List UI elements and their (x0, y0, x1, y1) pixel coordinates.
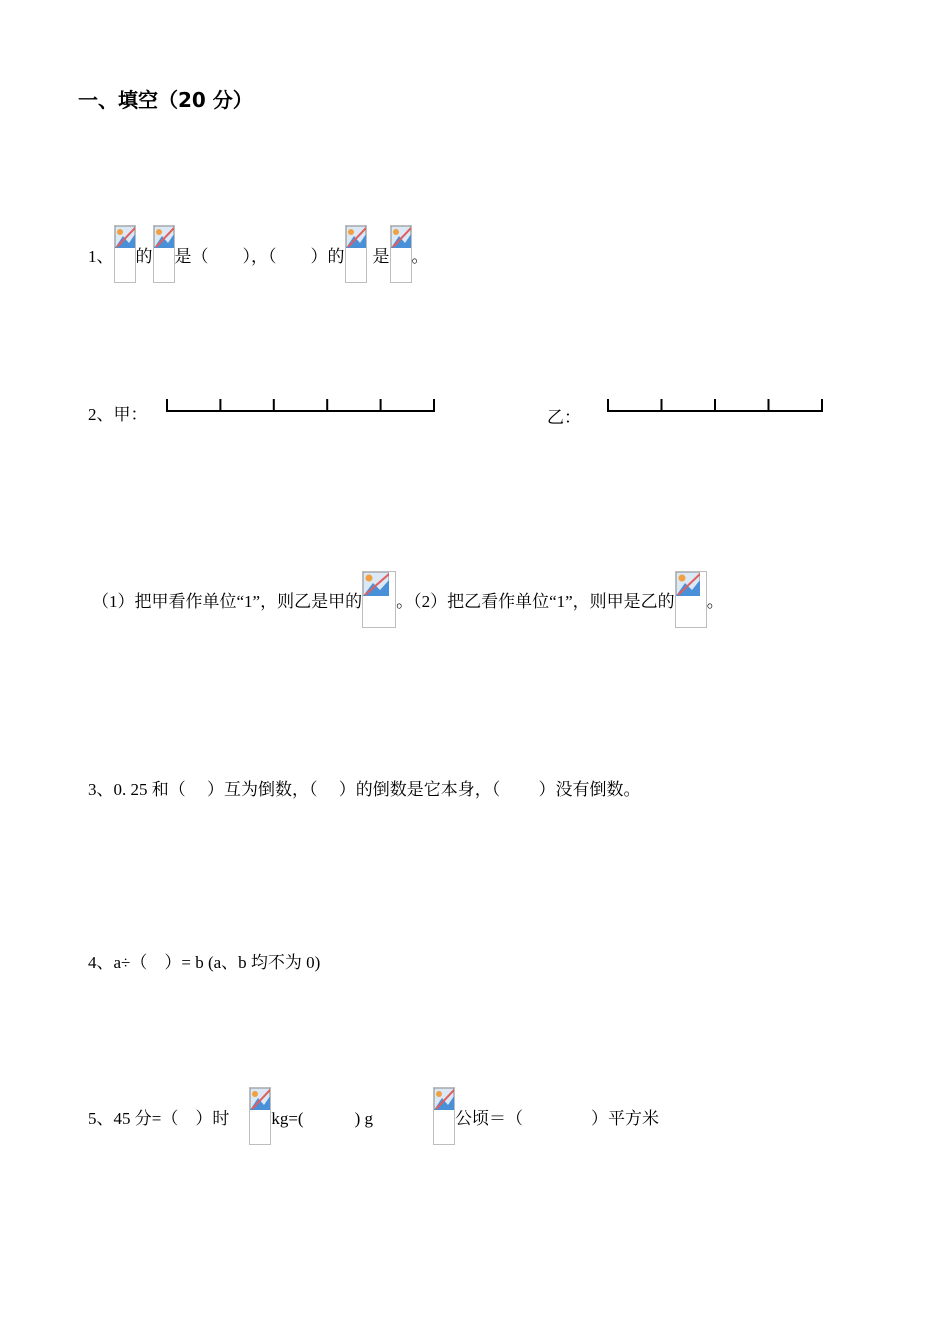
broken-image-icon (434, 1088, 454, 1110)
question-3: 3、0. 25 和（ ）互为倒数，（ ）的倒数是它本身，（ ）没有倒数。 (88, 780, 641, 799)
broken-image-icon (346, 226, 366, 248)
q1-number: 1、 (88, 246, 114, 266)
fraction-image-placeholder (345, 225, 367, 283)
section-title: 一、填空（20 分） (78, 88, 253, 112)
q2-sub-part2: 。（2）把乙看作单位“1”，则甲是乙的 (396, 591, 675, 611)
fraction-image-placeholder (433, 1087, 455, 1145)
broken-image-icon (154, 226, 174, 248)
question-2-subparts (92, 570, 724, 628)
fraction-image-placeholder (390, 225, 412, 283)
fraction-image-placeholder (153, 225, 175, 283)
q1-text-1: 的 (135, 246, 153, 266)
q5-part1: 5、45 分=（ ）时 (88, 1108, 230, 1128)
fraction-image-placeholder (362, 571, 396, 628)
segment-ruler-yi (600, 393, 830, 417)
q2-label-jia: 2、甲： (88, 405, 148, 424)
broken-image-icon (391, 226, 411, 248)
fraction-image-placeholder (114, 225, 136, 283)
question-5 (88, 1086, 659, 1146)
q2-label-yi: 乙： (547, 408, 581, 427)
q5-part2: kg=( ) g (271, 1108, 374, 1128)
fraction-image-placeholder (675, 571, 707, 628)
q1-text-3: 是 (372, 246, 390, 266)
fraction-image-placeholder (249, 1087, 271, 1145)
q5-part3: 公顷＝（ ）平方米 (455, 1108, 660, 1128)
broken-image-icon (676, 572, 700, 596)
q1-text-4: 。 (411, 246, 429, 266)
question-4: 4、a÷（ ）= b (a、b 均不为 0) (88, 953, 321, 972)
q2-sub-part1: （1）把甲看作单位“1”，则乙是甲的 (92, 591, 363, 611)
broken-image-icon (363, 572, 389, 596)
broken-image-icon (250, 1088, 270, 1110)
segment-ruler-jia (160, 393, 440, 417)
q2-sub-part3: 。 (706, 591, 724, 611)
question-1 (88, 224, 429, 284)
broken-image-icon (115, 226, 135, 248)
q1-text-2: 是（ ），（ ）的 (174, 246, 345, 266)
